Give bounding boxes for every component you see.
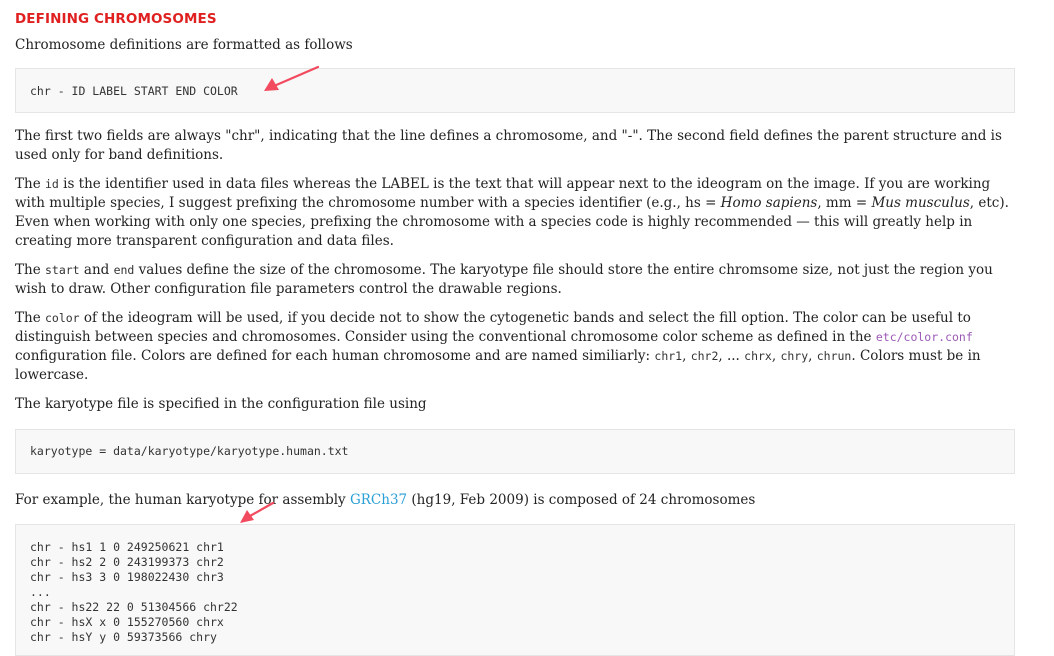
inline-code-id: id bbox=[44, 177, 59, 191]
grch37-link[interactable]: GRCh37 bbox=[349, 492, 408, 508]
inline-code-end: end bbox=[113, 263, 135, 277]
example-code-block: chr - hs1 1 0 249250621 chr1 chr - hs2 2 0 243199373 chr2 chr - hs3 3 0 198022430 chr3 ... chr - hs22 22 0 51304566 chr22 chr - hsX x 0 155270560 chrx chr - hsY y 0 59373566 chry bbox=[15, 524, 1015, 656]
inline-code-start: start bbox=[44, 263, 80, 277]
intro-paragraph: Chromosome definitions are formatted as follows bbox=[15, 37, 353, 53]
paragraph-fields: The first two fields are always "chr", indicating that the line defines a chromosome, and "-". The second field defines the parent structure and is used only for band definitions. bbox=[15, 128, 1002, 163]
inline-code-color: color bbox=[44, 311, 80, 325]
inline-code-color-conf: etc/color.conf bbox=[875, 330, 973, 344]
format-code-block: chr - ID LABEL START END COLOR bbox=[15, 68, 1015, 113]
karyotype-code-block: karyotype = data/karyotype/karyotype.human.txt bbox=[15, 429, 1015, 474]
paragraph-id: The id is the identifier used in data files whereas the LABEL is the text that will appear next to the ideogram on the image. If you are working with multiple species, I suggest prefixing the chromosome number with a species identifier (e.g., hs = Homo sapiens, mm = Mus musculus, etc). Even when working with only one species, prefixing the chromosome with a species code is highly recommended — this will greatly help in creating more transparent configuration and data files. bbox=[15, 176, 1009, 249]
document-body bbox=[15, 0, 1015, 656]
arrow-icon bbox=[236, 500, 278, 528]
section-heading: DEFINING CHROMOSOMES bbox=[15, 11, 217, 27]
paragraph-karyotype-config: The karyotype file is specified in the configuration file using bbox=[15, 396, 427, 412]
paragraph-example: For example, the human karyotype for assembly GRCh37 (hg19, Feb 2009) is composed of 24 chromosomes bbox=[15, 492, 756, 508]
arrow-icon bbox=[258, 64, 324, 96]
paragraph-start-end: The start and end values define the size of the chromosome. The karyotype file should store the entire chromsome size, not just the region you wish to draw. Other configuration file parameters control the drawable regions. bbox=[15, 262, 993, 297]
paragraph-color: The color of the ideogram will be used, if you decide not to show the cytogenetic bands and select the fill option. The color can be useful to distinguish between species and chromosomes. Consider using the conventional chromosome color scheme as defined in the etc/color.conf configuration file. Colors are defined for each human chromosome and are named similiarly: chr1, chr2, ... chrx, chry, chrun. Colors must be in lowercase. bbox=[15, 310, 981, 383]
